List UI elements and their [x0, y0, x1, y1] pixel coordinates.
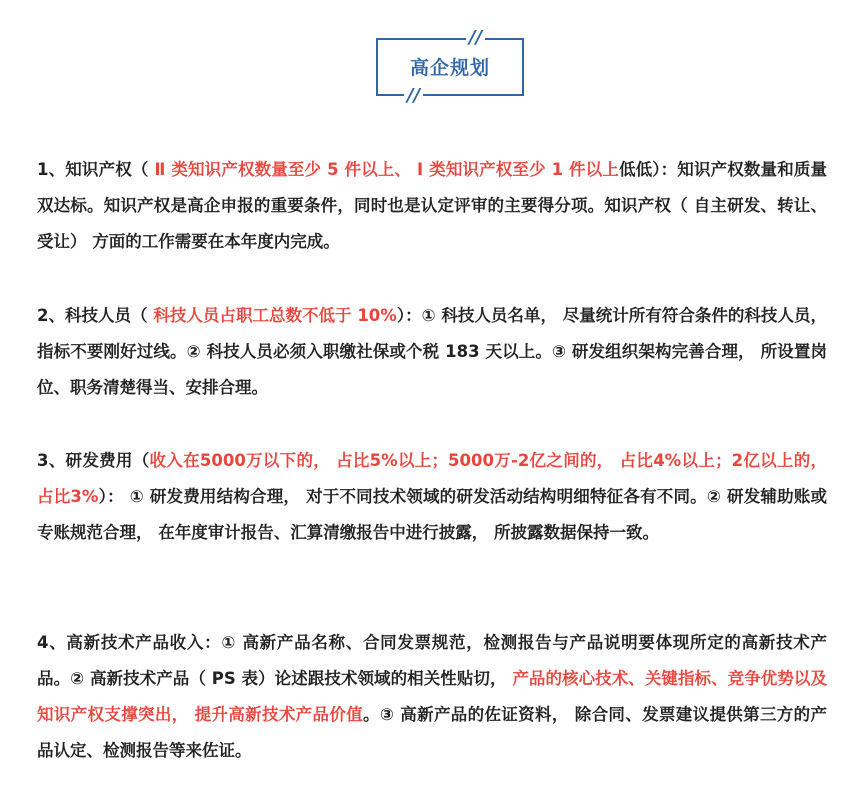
section-text: 低低）：知识产权数量和质量双达标。知识产权是高企申报的重要条件，同时也是认定评审的主要得分项。知识产权（ 自主研发、转让、受让） 方面的工作需要在本年度内完成。 [37, 160, 828, 251]
section-highlight: 产品的核心技术、关键指标、竞争优势以及知识产权支撑突出， 提升高新技术产品价值 [37, 669, 827, 724]
section-rd-expense [37, 443, 827, 551]
section-tech-staff [37, 298, 827, 406]
section-text: 1、知识产权（ [37, 160, 149, 179]
section-text: ）：① 科技人员名单， 尽量统计所有符合条件的科技人员， 指标不要刚好过线。② 科技人员必须入职缴社保或个税 183 天以上。③ 研发组织架构完善合理， 所设置岗位、职务清楚得当、安排合理。 [37, 306, 827, 397]
section-text: ）： ① 研发费用结构合理， 对于不同技术领域的研发活动结构明细特征各有不同。② 研发辅助账或专账规范合理， 在年度审计报告、汇算清缴报告中进行披露， 所披露数据保持一致。 [37, 487, 828, 542]
title-decoration-top: // [466, 29, 485, 47]
section-text: 3、研发费用（ [37, 451, 150, 470]
section-highlight: 收入在5000万以下的， 占比5%以上；5000万-2亿之间的， 占比4%以上；2亿以上的， 占比3% [37, 451, 828, 506]
page-title: 高企规划 [409, 57, 490, 79]
section-intellectual-property [37, 152, 827, 260]
title-decoration-bottom: // [404, 87, 423, 105]
section-highlight: Ⅱ 类知识产权数量至少 5 件以上、 Ⅰ 类知识产权至少 1 件以上 [148, 160, 619, 179]
section-highlight: 科技人员占职工总数不低于 10% [153, 306, 397, 325]
section-text: 2、科技人员（ [37, 306, 154, 325]
section-text: 4、高新技术产品收入：① 高新产品名称、合同发票规范，检测报告与产品说明要体现所定的高新技术产品。② 高新技术产品（ PS 表）论述跟技术领域的相关性贴切， [37, 633, 827, 688]
section-hightech-revenue [37, 625, 827, 769]
title-box [376, 38, 524, 96]
section-text: 。③ 高新产品的佐证资料， 除合同、发票建议提供第三方的产品认定、检测报告等来佐证。 [37, 705, 827, 760]
